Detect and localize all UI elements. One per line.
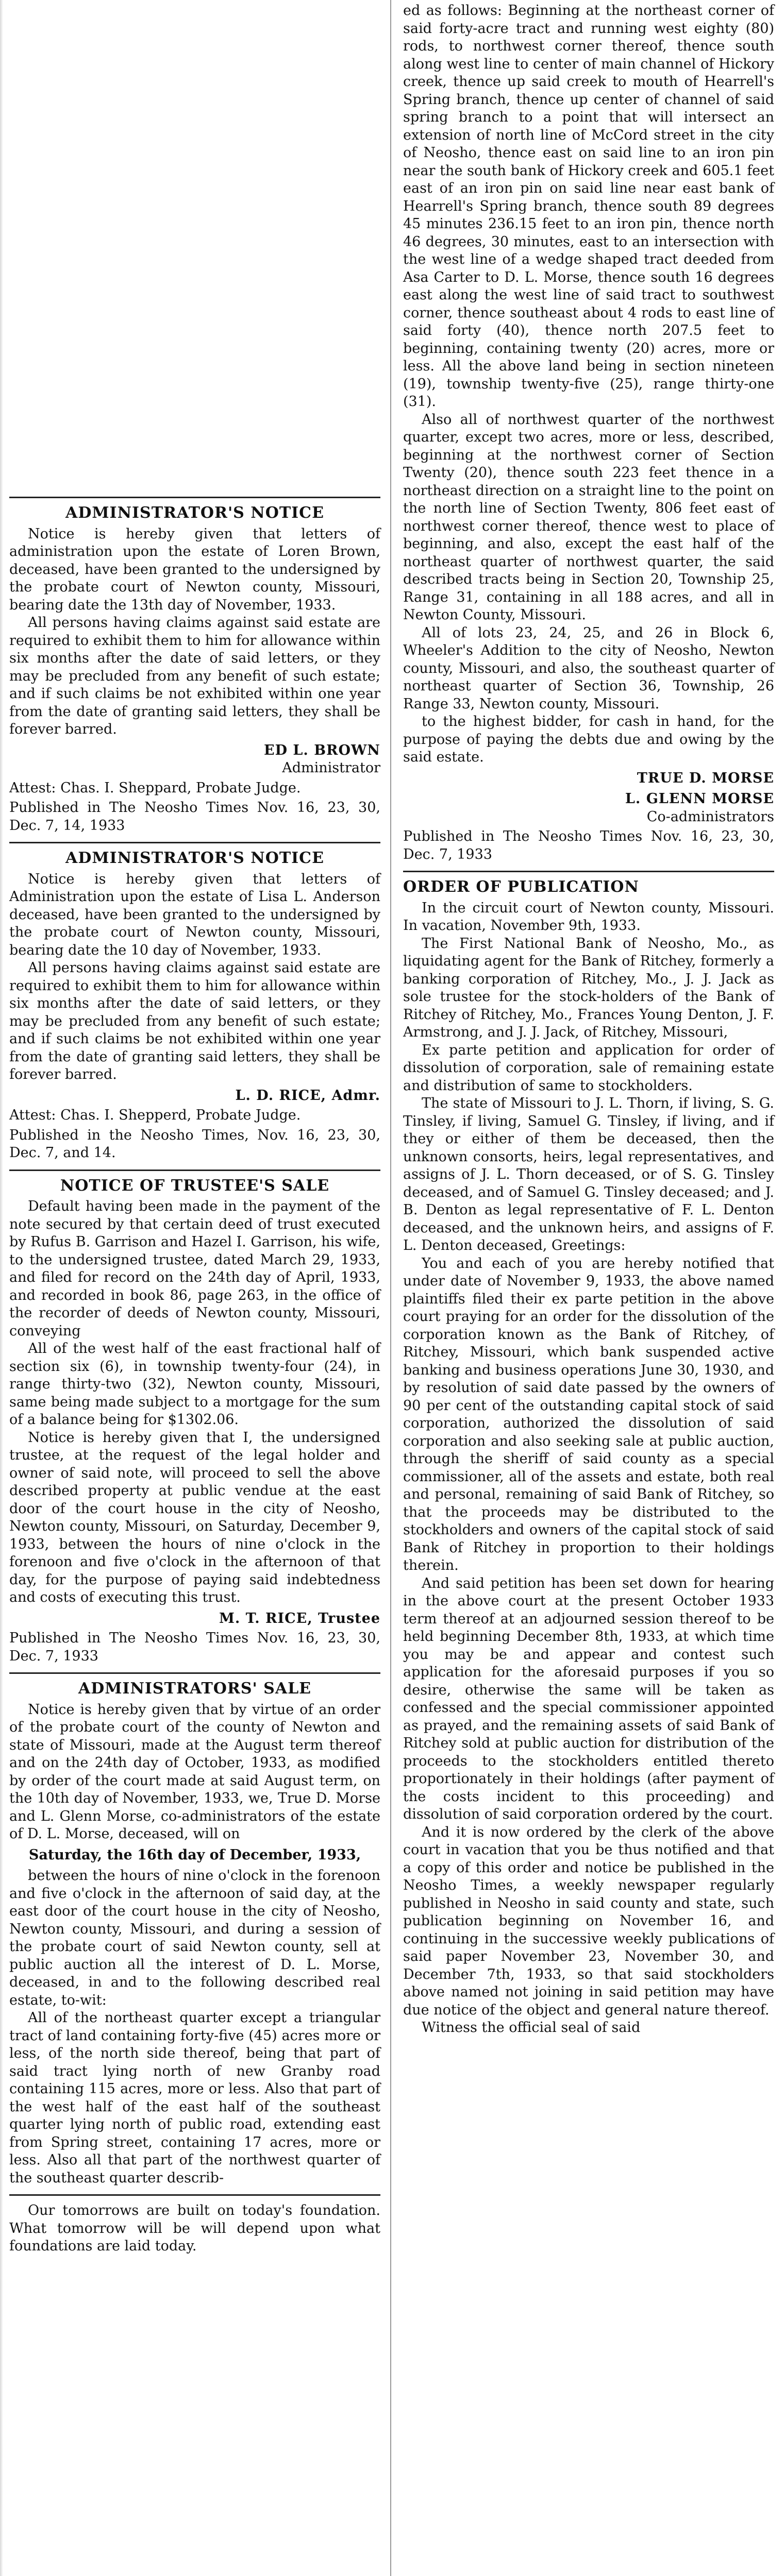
notice-body: All persons having claims against said estate are required to exhibit them to him for allowance within six months after the date of said letters, or they may be precluded from any benefit of such estate; and if such claims be not exhibited within one year from the date of granting said letters, they shall be forever barred. [9, 615, 380, 737]
notice-body: Notice is hereby given that I, the undersigned trustee, at the request of the legal holder and owner of said note, will proceed to sell the above described property at public vendue at the east door of the court house in the city of Neosho, Newton county, Missouri, on Saturday, December 9, 1933, between the hours of nine o'clock in the forenoon and five o'clock in the afternoon of that day, for the purpose of paying said indebtedness and costs of executing this trust. [9, 1429, 380, 1605]
notice-body: All of lots 23, 24, 25, and 26 in Block 6, Wheeler's Addition to the city of Neosho, Newton county, Missouri, and also, the southeast quarter of northeast quarter of Section 36, Township, 26 Range 33, Newton county, Missouri. [403, 624, 774, 712]
signer-title: Administrator [282, 760, 380, 776]
signer-name: L. D. RICE, Admr. [235, 1087, 380, 1104]
notice-heading: ORDER OF PUBLICATION [403, 878, 639, 896]
notice-body: You and each of you are hereby notified that under date of November 9, 1933, the above named plaintiffs filed their ex parte petition in the above court praying for an order for the dissolution of the corporation known as the Bank of Ritchey, of Ritchey, Missouri, which bank suspended active banking and business operations June 30, 1930, and by resolution of said date passed by the owners of 90 per cent of the outstanding capital stock of said corporation, authorized the dissolution of said corporation and also seeking sale at public auction, through the sheriff of said county as a special commissioner, all of the assets and estate, both real and personal, remaining of said Bank of Ritchey, so that the proceeds may be distributed to the stockholders and owners of the capital stock of said Bank of Ritchey in proportion to their holdings therein. [403, 1255, 774, 1573]
notice-body: Notice is hereby given that letters of Administration upon the estate of Lisa L. Anderson deceased, have been granted to the undersigned by the probate court of Newton county, Missouri, bearing date the 10 day of November, 1933. [9, 871, 380, 958]
divider-rule [9, 497, 380, 498]
footer-quote: Our tomorrows are built on today's foundation. What tomorrow will be will depend upon what foundations are laid today. [9, 2202, 380, 2254]
attest-line: Attest: Chas. I. Sheppard, Probate Judge. [9, 779, 301, 796]
notice-heading: ADMINISTRATORS' SALE [78, 1680, 312, 1698]
notice-body: The state of Missouri to J. L. Thorn, if living, S. G. Tinsley, if living, Samuel G. Tinsley, if living, and if they or either of them be deceased, then the unknown consorts, heirs, legal representatives, and assigns of J. L. Thorn deceased, or of S. G. Tinsley deceased, and of Samuel G. Tinsley deceased; and J. B. Denton as legal representative of F. L. Denton deceased, and the unknown heirs, and assigns of F. L. Denton deceased, Greetings: [403, 1095, 774, 1253]
divider-rule [9, 1170, 380, 1171]
notice-heading: NOTICE OF TRUSTEE'S SALE [60, 1176, 330, 1195]
notice-body: Notice is hereby given that letters of administration upon the estate of Loren Brown, deceased, have been granted to the undersigned by the probate court of Newton county, Missouri, bearing date the 13th day of November, 1933. [9, 526, 380, 613]
notice-body: In the circuit court of Newton county, Missouri. In vacation, November 9th, 1933. [403, 900, 774, 934]
notice-body: And it is now ordered by the clerk of the above court in vacation that you be thus notified and that a copy of this order and notice be published in the Neosho Times, a weekly newspaper regularly published in Neosho in said county and state, such publication beginning on November 16, and continuing in the successive weekly publications of said paper November 23, November 30, and December 7th, 1933, so that said stockholders above named not joining in said petition may have due notice of the object and general nature thereof. [403, 1824, 774, 2018]
notice-body: Also all of northwest quarter of the northwest quarter, except two acres, more or less, described, beginning at the northwest corner of Section Twenty (20), thence south 223 feet thence in a northeast direction on a straight line to the point on the north line of Section Twenty, 806 feet east of northwest corner thereof, thence west to place of beginning, and also, except the east half of the northeast quarter of northwest quarter, the said described tracts being in Section 20, Township 25, Range 31, containing in all 188 acres, and all in Newton County, Missouri. [403, 411, 774, 623]
blank-area [9, 0, 380, 489]
publication-line: Published in The Neosho Times Nov. 16, 23, 30, Dec. 7, 14, 1933 [9, 800, 380, 834]
right-column [403, 0, 774, 2576]
notice-heading: ADMINISTRATOR'S NOTICE [65, 504, 324, 522]
notice-body: between the hours of nine o'clock in the forenoon and five o'clock in the afternoon of said day, at the east door of the court house in the city of Neosho, Newton county, Missouri, and during a session of the probate court of said Newton county, sell at public auction all the interest of D. L. Morse, deceased, in and to the following described real estate, to-wit: [9, 1868, 380, 2008]
notice-body: All of the west half of the east fractional half of section six (6), in township twenty-four (24), in range thirty-two (32), Newton county, Missouri, same being made subject to a mortgage for the sum of a balance being for $1302.06. [9, 1341, 380, 1428]
continued-text: ed as follows: Beginning at the northeast corner of said forty-acre tract and running west eighty (80) rods, to northwest corner thereof, thence south along west line to center of main channel of Hickory creek, thence up said creek to mouth of Hearrell's Spring branch, thence up center of channel of said spring branch to a point that will intersect an extension of north line of McCord street in the city of Neosho, thence east on said line to an iron pin near the south bank of Hickory creek and 605.1 feet east of an iron pin on said line near east bank of Hearrell's Spring branch, thence south 89 degrees 45 minutes 236.15 feet to an iron pin, thence north 46 degrees, 30 minutes, east to an intersection with the west line of a wedge shaped tract deeded from Asa Carter to D. L. Morse, thence south 16 degrees east along the west line of said tract to southwest corner, thence southeast about 4 rods to east line of said forty (40), thence north 207.5 feet to beginning, containing twenty (20) acres, more or less. All the above land being in section nineteen (19), township twenty-five (25), range thirty-one (31). [403, 3, 774, 410]
signer-name: L. GLENN MORSE [625, 791, 774, 807]
signer-name: M. T. RICE, Trustee [219, 1610, 380, 1626]
publication-line: Published in The Neosho Times Nov. 16, 23, 30, Dec. 7, 1933 [403, 828, 774, 862]
notice-body: The First National Bank of Neosho, Mo., as liquidating agent for the Bank of Ritchey, formerly a banking corporation of Ritchey, Mo., J. J. Jack as sole trustee for the stock-holders of the Bank of Ritchey of Ritchey, Mo., Frances Young Denton, J. F. Armstrong, and J. J. Jack, of Ritchey, Missouri, [403, 935, 774, 1040]
divider-rule [9, 1672, 380, 1674]
notice-body: Ex parte petition and application for order of dissolution of corporation, sale of remaining estate and distribution of same to stockholders. [403, 1042, 774, 1094]
signer-title: Co-administrators [646, 808, 774, 825]
signer-name: ED L. BROWN [264, 742, 380, 758]
publication-line: Published in The Neosho Times Nov. 16, 23, 30, Dec. 7, 1933 [9, 1630, 380, 1664]
publication-line: Published in the Neosho Times, Nov. 16, 23, 30, Dec. 7, and 14. [9, 1127, 380, 1161]
divider-rule [9, 842, 380, 843]
divider-rule [9, 2194, 380, 2196]
signer-name: TRUE D. MORSE [637, 770, 774, 786]
column-divider [390, 0, 391, 2576]
notice-body: Default having been made in the payment of the note secured by that certain deed of trust executed by Rufus B. Garrison and Hazel I. Garrison, his wife, to the undersigned trustee, dated March 29, 1933, and filed for record on the 24th day of April, 1933, and recorded in book 86, page 263, in the office of the recorder of deeds of Newton county, Missouri, conveying [9, 1198, 380, 1339]
notice-body: to the highest bidder, for cash in hand, for the purpose of paying the debts due and owing by the said estate. [403, 714, 774, 765]
attest-line: Attest: Chas. I. Shepperd, Probate Judge. [9, 1107, 301, 1123]
notice-body: All persons having claims against said estate are required to exhibit them to him for allowance within six months after the date of said letters, or they may be precluded from any benefit of such estate; and if such claims be not exhibited within one year from the date of granting said letters, they shall be forever barred. [9, 960, 380, 1082]
sale-date: Saturday, the 16th day of December, 1933, [28, 1846, 361, 1863]
notice-body: Notice is hereby given that by virtue of an order of the probate court of the county of Newton and state of Missouri, made at the August term thereof and on the 24th day of October, 1933, as modified by order of the court made at said August term, on the 10th day of November, 1933, we, True D. Morse and L. Glenn Morse, co-administrators of the estate of D. L. Morse, deceased, will on [9, 1701, 380, 1842]
left-column [9, 0, 380, 2576]
page-edge-shadow [0, 0, 3, 2576]
notice-body: And said petition has been set down for hearing in the above court at the present October 1933 term thereof at an adjourned session thereof to be held beginning December 8th, 1933, at which time you may be and appear and contest such application for the aforesaid purposes if you so desire, otherwise the same will be taken as confessed and the special commissioner appointed as prayed, and the remaining assets of said Bank of Ritchey sold at public auction for distribution of the proceeds to the stockholders entitled thereto proportionately in their holdings (after payment of the costs incident to this proceeding) and dissolution of said corporation ordered by the court. [403, 1575, 774, 1822]
notice-heading: ADMINISTRATOR'S NOTICE [65, 849, 324, 867]
notice-body: All of the northeast quarter except a triangular tract of land containing forty-five (45) acres more or less, of the north side thereof, being that part of said tract lying north of new Granby road containing 115 acres, more or less. Also that part of the west half of the east half of the southeast quarter lying north of public road, extending east from Spring street, containing 17 acres, more or less. Also all that part of the northwest quarter of the southeast quarter describ- [9, 2010, 380, 2186]
divider-rule [403, 871, 774, 872]
notice-body: Witness the official seal of said [422, 2020, 641, 2036]
